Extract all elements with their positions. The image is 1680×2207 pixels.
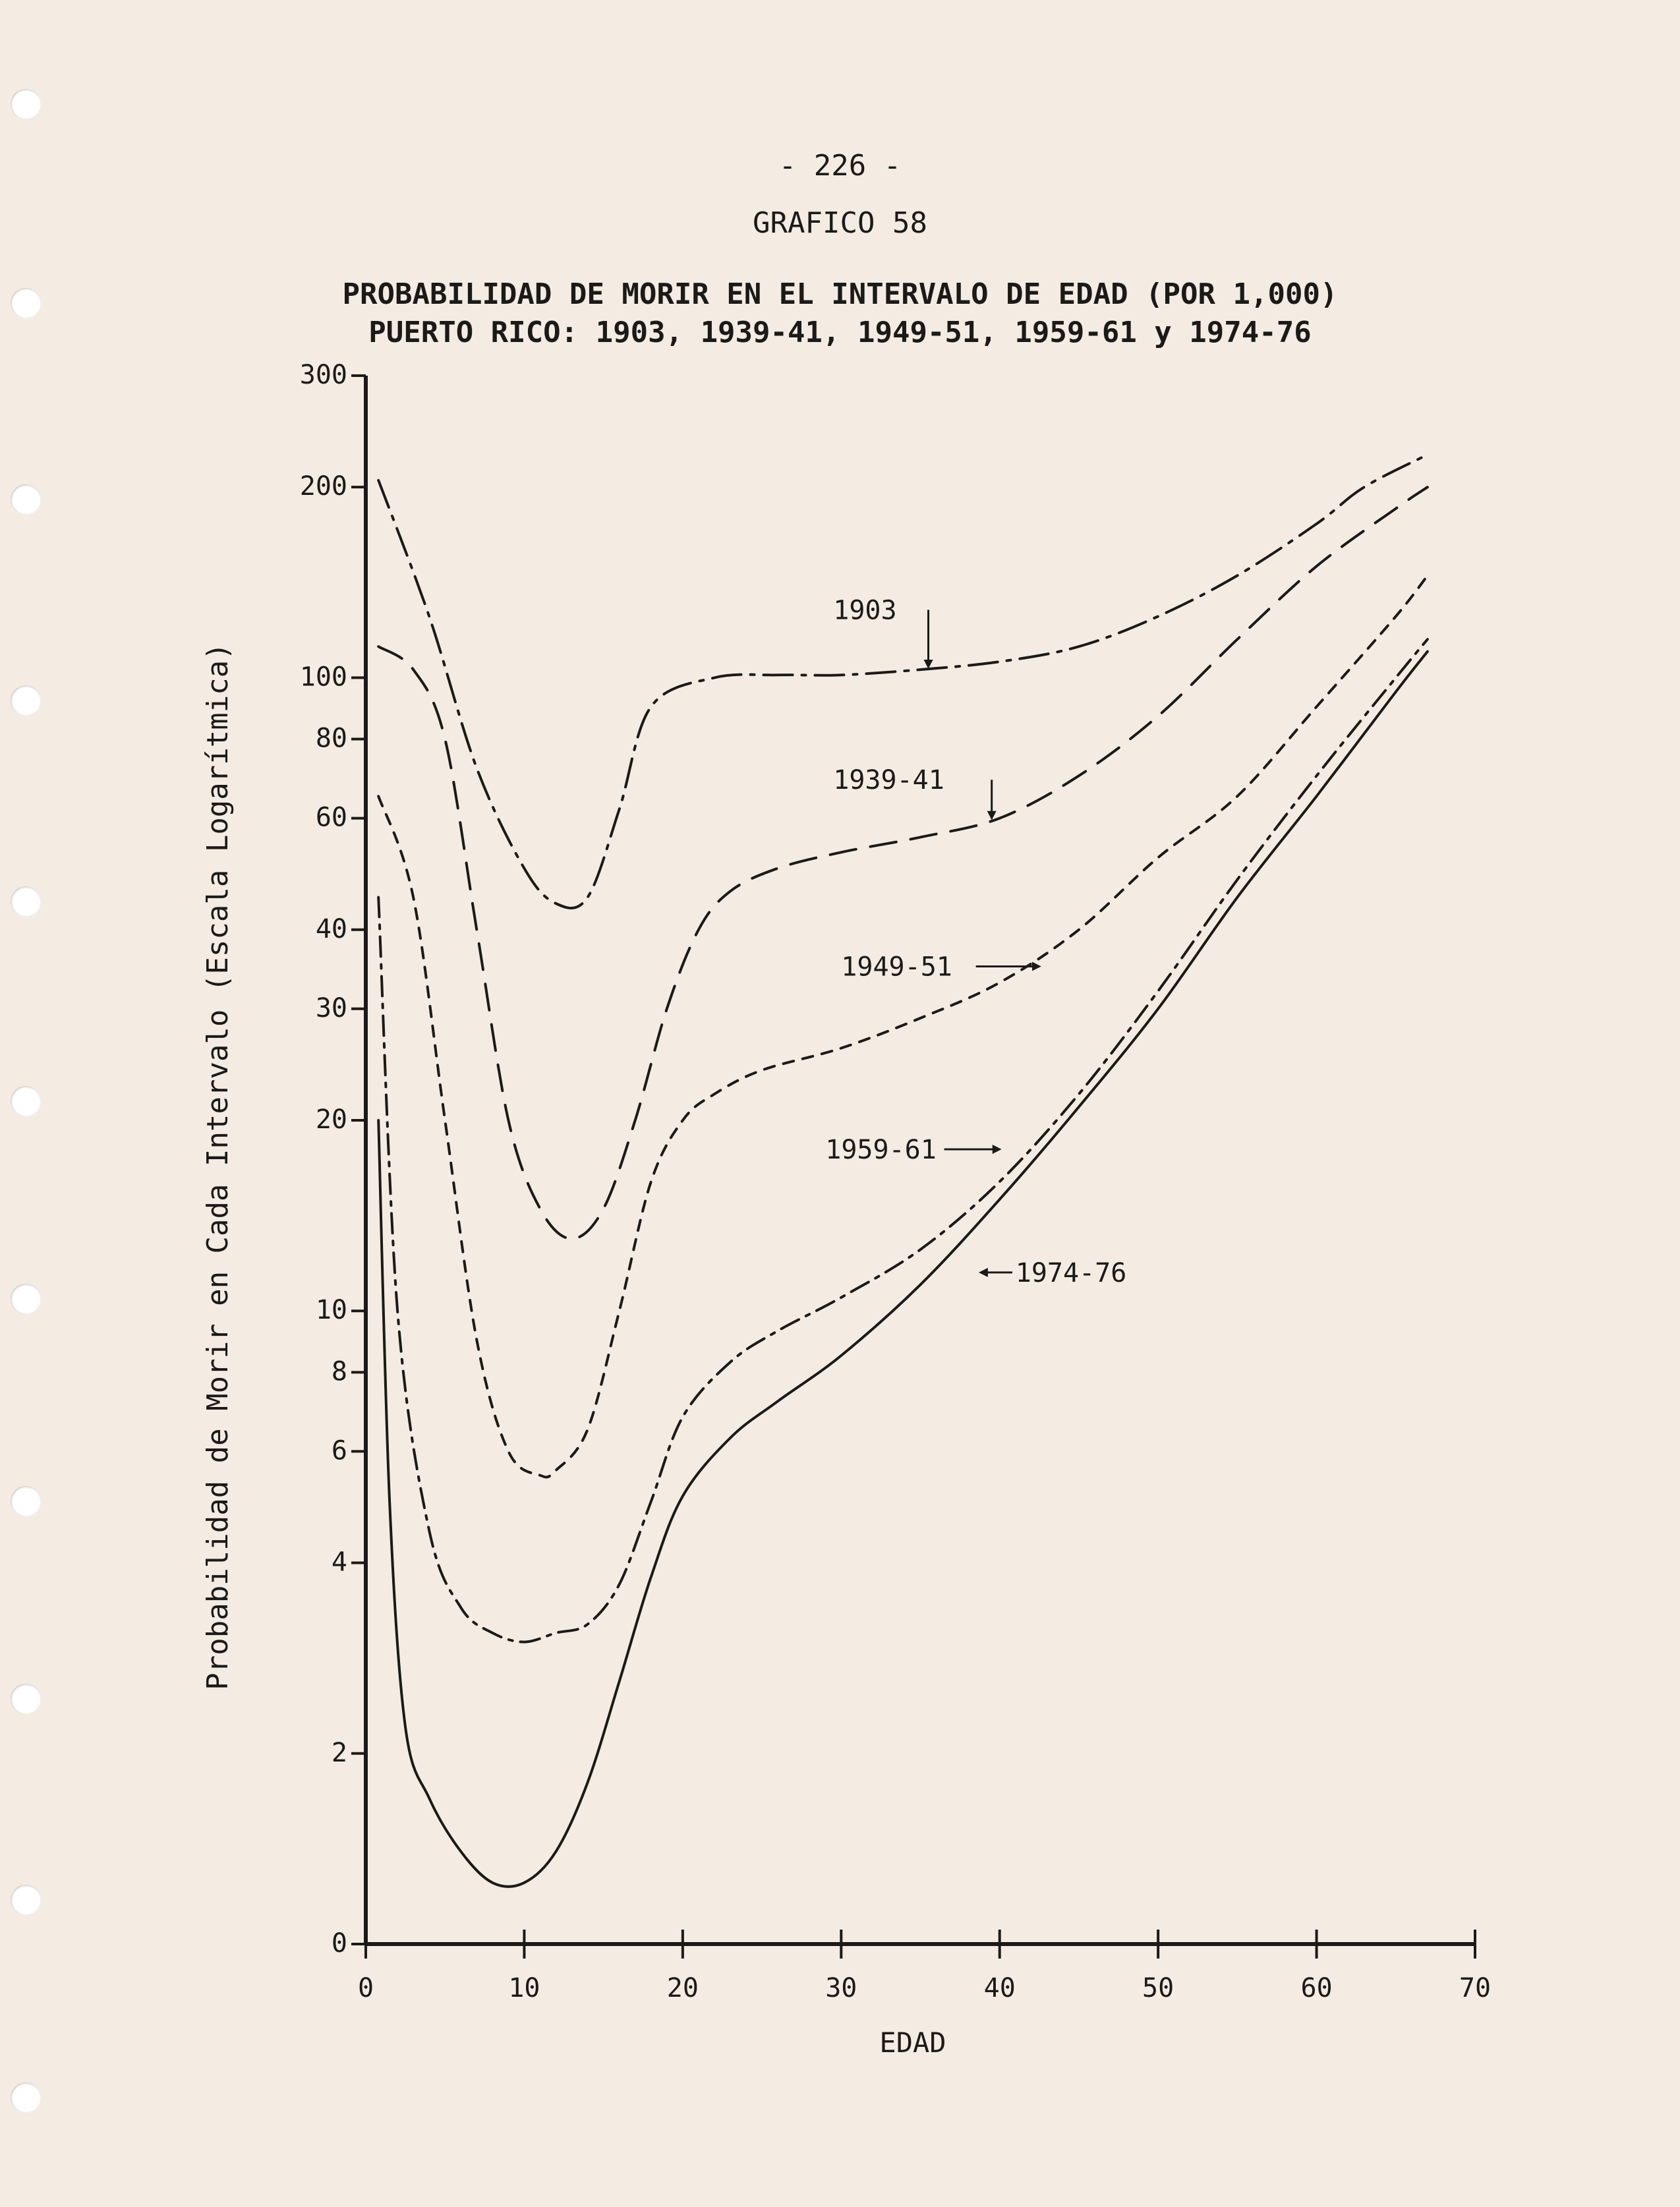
series-line-1949-51 (378, 575, 1428, 1477)
x-tick-label: 60 (1300, 1973, 1333, 2003)
page-number: - 226 - (778, 149, 902, 183)
y-tick-label: 8 (331, 1356, 347, 1387)
y-tick-label: 2 (331, 1737, 347, 1768)
y-axis-label: Probabilidad de Morir en Cada Intervalo (Escala Logarítmica) (201, 643, 235, 1690)
x-tick-label: 20 (666, 1973, 699, 2003)
y-tick-label: 20 (315, 1104, 347, 1135)
y-tick-label: 4 (331, 1547, 347, 1578)
series-label-1903: 1903 (833, 595, 897, 626)
series-label-1939-41: 1939-41 (833, 765, 944, 796)
y-tick-label: 30 (315, 992, 347, 1023)
figure-label: GRAFICO 58 (753, 206, 927, 240)
chart-title-line-1: PROBABILIDAD DE MORIR EN EL INTERVALO DE EDAD (POR 1,000) (342, 277, 1338, 311)
x-tick-label: 0 (357, 1973, 374, 2003)
series-line-1939-41 (378, 487, 1428, 1239)
y-tick-label: 300 (299, 360, 347, 390)
series-label-1949-51: 1949-51 (841, 952, 952, 983)
x-tick-label: 10 (508, 1973, 540, 2003)
x-tick-label: 40 (983, 1973, 1016, 2003)
y-tick-label: 0 (331, 1928, 347, 1959)
chart-title-line-2: PUERTO RICO: 1903, 1939-41, 1949-51, 1959-61 y 1974-76 (368, 316, 1312, 349)
x-tick-label: 50 (1142, 1973, 1174, 2003)
y-tick-label: 10 (315, 1295, 347, 1326)
chart-series (378, 455, 1428, 1887)
y-tick-label: 200 (299, 471, 347, 502)
series-label-1974-76: 1974-76 (1015, 1257, 1127, 1288)
series-line-1903 (378, 455, 1428, 908)
y-tick-label: 40 (315, 913, 347, 944)
chart-series-labels (825, 595, 1126, 1288)
y-tick-label: 60 (315, 802, 347, 833)
y-tick-label: 80 (315, 723, 347, 754)
y-tick-label: 100 (299, 662, 347, 693)
x-axis-label: EDAD (879, 2026, 946, 2059)
x-tick-label: 30 (825, 1973, 857, 2003)
series-label-1959-61: 1959-61 (825, 1134, 937, 1165)
x-tick-label: 70 (1459, 1973, 1492, 2003)
y-tick-label: 6 (331, 1435, 347, 1466)
